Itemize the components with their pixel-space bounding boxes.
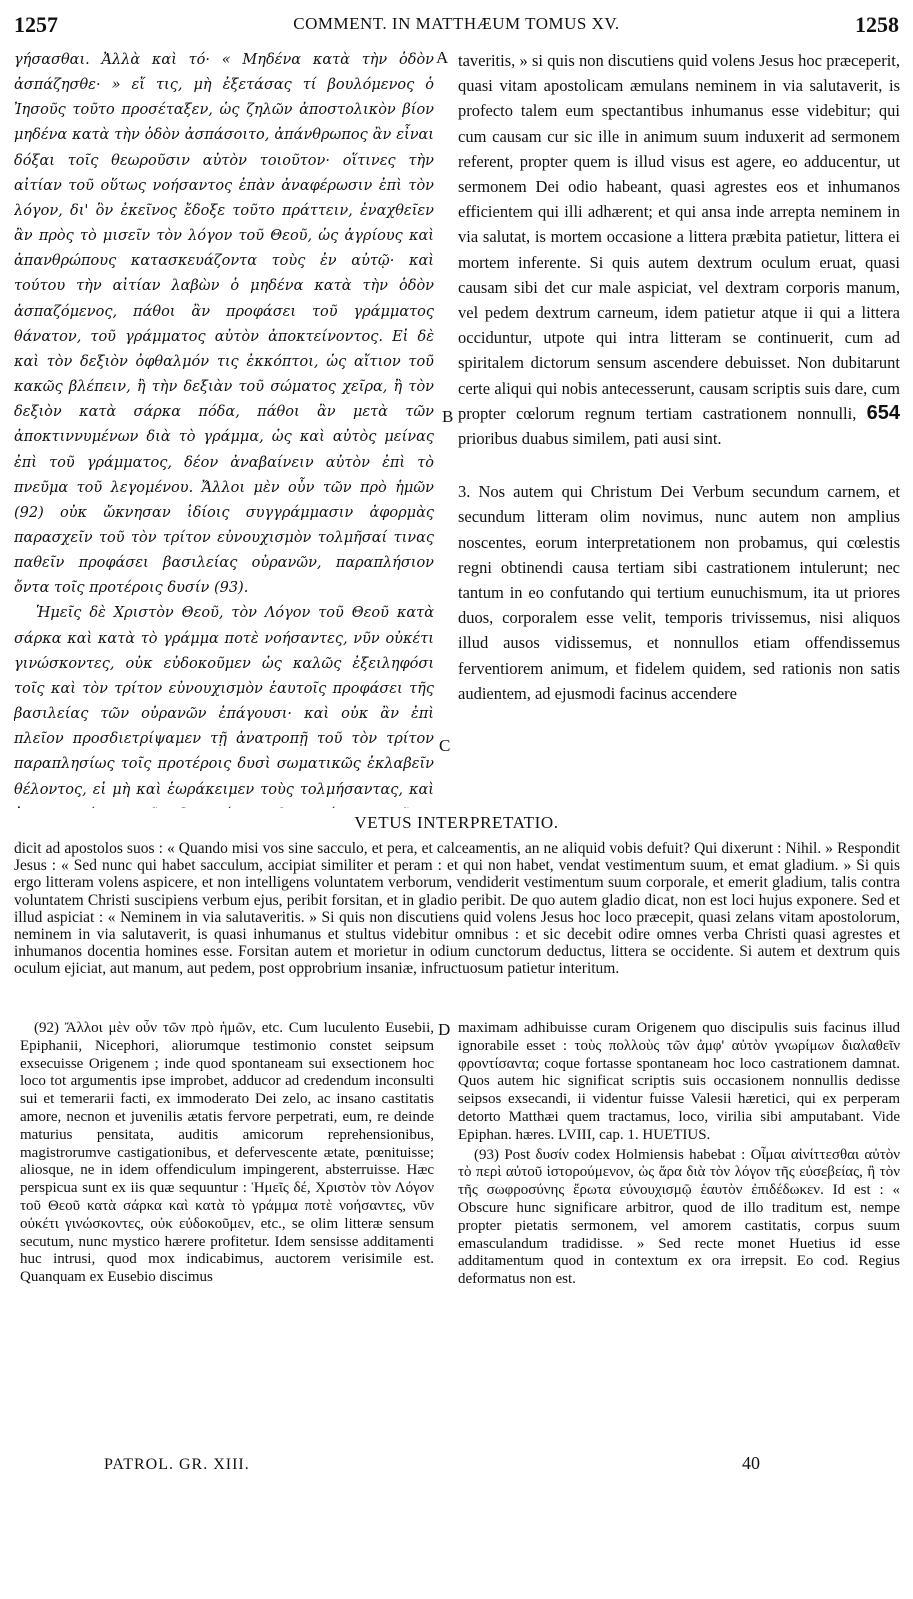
latin-paragraph-1-start: taveritis, » si quis non discutiens quid volens Jesus hoc præceperit, quasi vitam apostolicam æmulans neminem in via salutaverit, is profecto talem eum spectantibus inhumanus esse videbitur; qui cum causam cur sic ille in animum suum induxerit ad sermonem referent, propter quem is illud visus est agere, eo adducentur, ut sermonem Dei odio habeant, quasi agrestes eos et inhumanos efficientem qui illi adhærent; et qui ansa inde arrepta neminem in via salutat, is mortem occasione a littera præbita patietur, littera ei mortem inferente. Si quis autem dextrum oculum eruat, quasi causam sibi det cur male aspiciat, vel dextram corporis manum, vel pedem dextrum carneum, idem patietur atque ii qui a littera occiduntur, utpote qui intra litteram se continuerit, cum ad spiritalem dictorum sensum ascendere debuisset. Non dubitarunt certe aliqui qui nobis antecesserunt, causam scriptis suis dare, cum propter cœlorum regnum tertiam castrationem nonnulli,: [458, 51, 900, 423]
footer-signature: PATROL. GR. XIII.: [104, 1456, 250, 1473]
vetus-interpretatio-text: dicit ad apostolos suos : « Quando misi vos sine sacculo, et pera, et calceamentis, an ne aliquid vobis defuit? Qui dixerunt : Nihil. » Respondit Jesus : « Sed nunc qui habet sacculum, accipiat similiter et peram : et qui non habet, vendat vestimentum suum, et emat gladium. » Si quis ergo litteram volens aspicere, et non intelligens voluntatem verborum, vendiderit vestimentum suum corporale, et emerit gladium, talis contra voluntatem Christi suscipiens verbum ejus, peribit forsitan, et in gladio peribit. De quo autem gladio dicat, non est loci hujus exponere. Sed et illud aspiciat : « Neminem in via salutaveritis. » Si quis non discutiens quid volens Jesus hoc loco præcepit, quasi zelans vitam apostolorum, neminem in via salutaverit, is quasi inhumanus et stultus videbitur omnibus : et sic decebit odire omnes verba Christi quasi agrestes et inhumanos docentia homines esse. Forsitan autem et morietur in odium cunctorum deductus, littera se occidente. Si autem et dextrum quis oculum ejiciat, aut manum, aut pedem, post opprobrium insaniæ, infructuosum patietur interitum.: [14, 840, 900, 978]
footnote-92-continued: maximam adhibuisse curam Origenem quo discipulis suis facinus illud ignorabile esset : τοὺς πολλοὺς τῶν ἀμφ' αὐτὸν γνωρίμων διαλαθεῖν φροντίσαντα; coque fortasse spontaneam hoc loco castrationem damnat. Quos autem hic significat scriptis suis occasionem nonnullis dedisse seipsos exsecandi, ii videntur fuisse Valesii hæretici, qui ex perperam detorto Matthæi quem tractamus, loco, virilia sibi amputabant. Vide Epiphan. hæres. LVIII, cap. 1. HUETIUS.: [458, 1020, 900, 1143]
latin-paragraph-1-end: prioribus duabus similem, pati ausi sint.: [458, 429, 722, 449]
margin-letter-b: B: [442, 407, 454, 426]
page-number-left: 1257: [14, 12, 58, 37]
footnotes-right-column: [458, 1020, 900, 1450]
margin-letter-d: D: [438, 1020, 451, 1039]
greek-paragraph-2: Ἡμεῖς δὲ Χριστὸν Θεοῦ, τὸν Λόγον τοῦ Θεοῦ κατὰ σάρκα καὶ κατὰ τὸ γράμμα ποτὲ νοήσαντες, νῦν οὐκέτι γινώσκοντες, οὐκ εὐδοκοῦμεν ὡς καλῶς ἐξειληφόσι τοῖς καὶ τὸν τρίτον εὐνουχισμὸν ἑαυτοῖς προφάσει τῆς βασιλείας τῶν οὐρανῶν ἐπάγουσι· καὶ οὐκ ἂν ἐπὶ πλεῖον προσδιετρίψαμεν τῇ ἀνατροπῇ τοῦ τὸν τρίτον παραπλησίως τοῖς προτέροις δυσὶ σωματικῶς ἐκλαβεῖν θέλοντος, εἰ μὴ καὶ ἑωράκειμεν τοὺς τολμήσαντας, καὶ: [14, 605, 434, 798]
footnote-92: (92) Ἄλλοι μὲν οὖν τῶν πρὸ ἡμῶν, etc. Cum luculento Eusebii, Epiphanii, Nicephori, aliorumque testimonio constet seipsum exsecuisse Origenem ; inde quod spontaneam sui exsectionem hoc loco tot argumentis ipse improbet, adducor ad credendum inconsulti sui et temerarii facti, ex immoderato Dei zelo, ac insano castitatis amore, necnon et juvenilis ætatis fervore perpetrati, eum, re deinde maturius pensitata, auditis amicorum reprehensionibus, magistrorumve castigationibus, et defervescente ætate, pœnituisse; aliosque, ne in idem offendiculum impingerent, absterruisse. Hæc perspicua sunt ex iis quæ sequuntur : Ἡμεῖς δέ, Χριστὸν τὸν Λόγον τοῦ Θεοῦ κατὰ σάρκα καὶ κατὰ τὸ γράμμα ποτὲ νοήσαντες, νῦν οὐκέτι γινώσκοντες, οὐκ εὐδοκοῦμεν, etc., se olim litteræ sensum secutum, nunc mystico hærere profitetur. Idem sensisse additamenti huc intrusi, quod mox indicabimus, auctorem verisimile est. Quanquam ex Eusebio discimus: [20, 1020, 434, 1286]
margin-letter-a: A: [436, 48, 449, 67]
footnote-93: (93) Post δυσίν codex Holmiensis habebat : Οἶμαι αἰνίττεσθαι αὐτὸν τὸ περὶ αὐτοῦ ἱστορούμενον, ὡς ἄρα διὰ τὸν λόγον τῆς εὐσεβείας, ἢ τὸν τῆς σωφροσύνης ἔρωτα εὐνουχισμῷ ἑαυτὸν ἐπιδέδωκεν. Id est : « Obscure hunc significare arbitror, quod de illo traditum est, nempe propter pietatis sermonem, vel amorem castitatis, corpus suum emasculandum tradidisse. » Sed recte monet Huetius id esse additamentum quod in contextum ex ora irrepsit. Eo cod. Regius deformatus non est.: [458, 1146, 900, 1288]
latin-text-column: [458, 48, 900, 808]
footnotes-left-column: [20, 1020, 434, 1450]
vetus-interpretatio-heading: VETUS INTERPRETATIO.: [354, 813, 559, 832]
page-number-right: 1258: [855, 12, 899, 37]
greek-paragraph-1: γήσασθαι. Ἀλλὰ καὶ τό· « Μηδένα κατὰ τὴν ὁδὸν ἀσπάζησθε· » εἴ τις, μὴ ἐξετάσας τί βουλόμενος ὁ Ἰησοῦς τοῦτο προσέταξεν, ὡς ζηλῶν ἀποστολικὸν βίον μηδένα κατὰ τὴν ὁδὸν ἀσπάσοιτο, ἀπάνθρωπος ἂν εἶναι δόξαι τοῖς θεωροῦσιν αὐτὸν τοιοῦτον· οἵτινες τὴν αἰτίαν τοῦ οὕτως νοήσαντος ἐπὰν ἀναφέρωσιν ἐπὶ τὸν λόγον, δι' ὃν ἐκεῖνος ἔδοξε τοῦτο πράττειν, ἐναχθεῖεν ἂν πρὸς τὸ μισεῖν τὸν λόγον τοῦ Θεοῦ, ὡς ἀγρίους καὶ ἀπανθρώπους κατασκευάζοντα τοὺς ἐν αὐτῷ· καὶ τούτου τὴν αἰτίαν λαβὼν ὁ μηδένα κατὰ τὴν ὁδὸν ἀσπαζόμενος, πάθοι ἂν προφάσει τοῦ γράμματος θάνατον, τοῦ γράμματος αὐτὸν ἀποκτείνοντος. Εἰ δὲ καὶ τὸν δεξιὸν ὀφθαλμόν τις ἐκκόπτοι, ὡς αἴτιον τοῦ κακῶς βλέπειν, ἢ τὴν δεξιὰν τοῦ σώματος χεῖρα, ἢ τὸν δεξιὸν κατὰ σάρκα πόδα, πάθοι ἂν μετὰ τῶν ἀποκτιννυμένων διὰ τὸ γράμμα, ὡς καὶ αὐτὸς μείνας ἐπὶ τοῦ γράμματος, δέον ἀναβαίνειν αὐτὸν ἐπὶ τὸ πνεῦμα τοῦ λεγομένου. Ἄλλοι μὲν οὖν τῶν πρὸ ἡμῶν (92) οὐκ ὤκνησαν ἰδίοις συγγράμμασιν ἀφορμὰς παρασχεῖν τοῦ τὸν τρίτον εὐνουχισμὸν τολμῆσαί τινας παθεῖν προφάσει βασιλείας οὐρανῶν, παραπλήσιον ὄντα τοῖς προτέροις δυσίν (93).: [14, 52, 434, 597]
page-title: COMMENT. IN MATTHÆUM TOMUS XV.: [293, 14, 620, 33]
margin-letter-c: C: [439, 736, 451, 755]
latin-paragraph-2: 3. Nos autem qui Christum Dei Verbum secundum carnem, et secundum litteram olim novimus, nunc autem non amplius noscentes, eorum interpretationem non probamus, qui cœlestis regni obtinendi causa tertiam sibi castrationem intulerunt; nec tantum in eo confutando qui tertium eunuchismum, ita ut priores duos, corporalem esse velit, temporis trivissemus, nisi aliquos illud ausos vidissemus, et nonnullos etiam offendissemus ferventiorem animum, et fidelem quidem, sed rationis non satis audientem, ad ejusmodi facinus accendere: [458, 482, 900, 703]
column-number: 654: [866, 401, 900, 424]
greek-text-column: [14, 48, 434, 808]
running-header: [14, 12, 899, 42]
latin-paragraph-1: [458, 48, 900, 451]
footer-signature-number: 40: [742, 1453, 760, 1473]
